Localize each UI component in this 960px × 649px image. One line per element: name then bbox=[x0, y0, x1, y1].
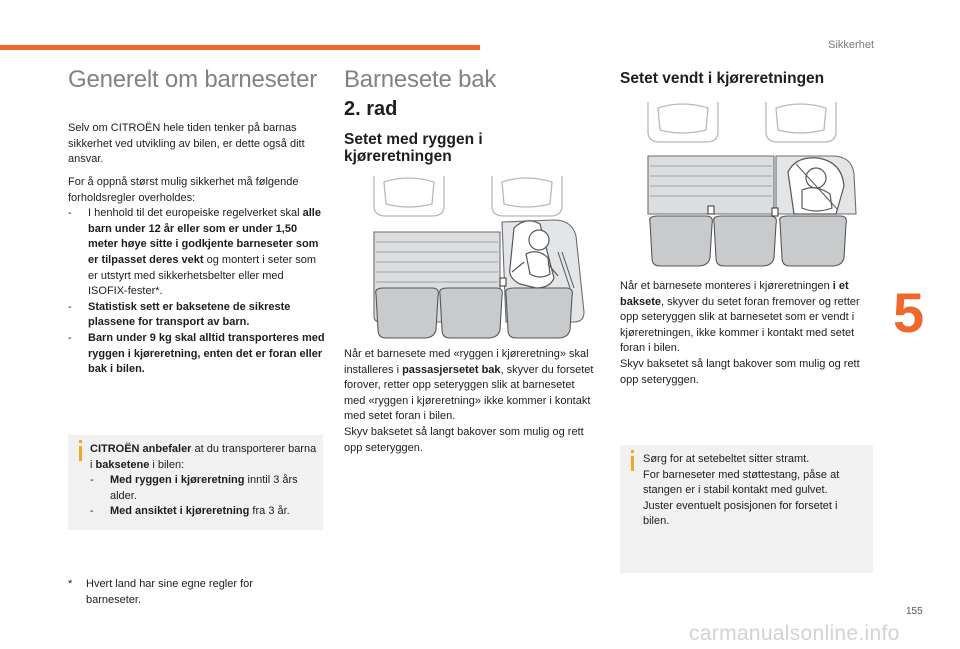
rule-text-post: og montert i seter som er utstyrt med sikkerhetsbelter eller med ISOFIX-fester*. bbox=[88, 253, 317, 298]
info-brand: CITROËN anbefaler bbox=[90, 443, 192, 455]
forward-facing-text: Når et barnesete monteres i kjøreretningen bbox=[620, 280, 833, 292]
left-conditions bbox=[68, 175, 326, 378]
page-number: 155 bbox=[906, 606, 923, 617]
rule-bold: Statistisk sett er baksetene de sikreste plassene for transport av barn. bbox=[88, 300, 291, 329]
rear-facing-text: Når et barnesete med «ryggen i kjøreretning» skal installeres i bbox=[344, 348, 589, 376]
info-text-2: i bilen: bbox=[149, 458, 185, 471]
info-dash: - bbox=[90, 505, 94, 518]
footnote-text: Hvert land har sine egne regler for barneseter. bbox=[86, 578, 253, 606]
section-label: Sikkerhet bbox=[828, 39, 874, 51]
left-intro: Selv om CITROËN hele tiden tenker på barnas sikkerhet ved utvikling av bilen, er dette også ditt ansvar. bbox=[68, 122, 305, 166]
row-heading: 2. rad bbox=[344, 98, 398, 120]
tip-line: Juster eventuelt posisjonen for forsetet i bilen. bbox=[643, 499, 838, 528]
footnote-item bbox=[68, 577, 298, 608]
info-box-tips bbox=[620, 445, 873, 573]
rear-facing-seat-illustration bbox=[344, 172, 594, 344]
chapter-number: 5 bbox=[893, 281, 925, 344]
rear-facing-heading: Setet med ryggen i kjøreretningen bbox=[344, 131, 483, 165]
forward-facing-bold: i et baksete bbox=[620, 280, 849, 308]
header-accent-bar bbox=[0, 45, 480, 50]
tip-line: For barneseter med støttestang, påse at stangen er i stabil kontakt med gulvet. bbox=[643, 468, 840, 497]
left-title: Generelt om barneseter bbox=[68, 66, 318, 93]
info-icon bbox=[79, 446, 82, 461]
info-item-bold: Med ryggen i kjøreretning bbox=[110, 474, 245, 487]
rule-bold: Barn under 9 kg skal alltid transporteres med ryggen i kjøreretning, enten det er foran eller bak i bilen. bbox=[88, 331, 325, 376]
middle-title: Barnesete bak bbox=[344, 66, 497, 93]
rule-item bbox=[68, 331, 326, 378]
info-item bbox=[90, 504, 318, 520]
info-text-1: at du transporterer barna i bbox=[90, 443, 317, 471]
rule-dash: - bbox=[68, 207, 72, 220]
rear-facing-bold: passasjersetet bak bbox=[402, 363, 501, 376]
rule-bold: alle barn under 12 år eller som er under 1,50 meter høye sitte i godkjente barneseter som er tilpasset deres vekt bbox=[88, 207, 321, 266]
footnote-mark: * bbox=[68, 578, 73, 590]
rule-dash: - bbox=[68, 331, 72, 344]
info-item-bold: Med ansiktet i kjøreretning bbox=[110, 505, 250, 518]
forward-facing-paragraph-2: Skyv baksetet så langt bakover som mulig og rett opp seteryggen. bbox=[620, 357, 860, 386]
rule-item bbox=[68, 206, 326, 300]
conditions-intro: For å oppnå størst mulig sikkerhet må følgende forholdsregler overholdes: bbox=[68, 176, 299, 204]
tip-line: Sørg for at setebeltet sitter stramt. bbox=[643, 453, 810, 465]
forward-facing-seat-illustration bbox=[620, 98, 870, 270]
info-icon bbox=[631, 456, 634, 471]
forward-facing-heading: Setet vendt i kjøreretningen bbox=[620, 70, 825, 87]
forward-facing-paragraph bbox=[620, 279, 872, 388]
left-column bbox=[68, 66, 328, 94]
info-dash: - bbox=[90, 474, 94, 487]
info-item bbox=[90, 473, 318, 504]
forward-facing-text-post: , skyver du setet foran fremover og retter opp seteryggen slik at barnesetet som er vendt i kjøreretningen, ikke kommer i kontakt med setet foran i bilen. bbox=[620, 295, 860, 355]
rule-dash: - bbox=[68, 300, 72, 313]
info-bold-1: baksetene bbox=[95, 458, 150, 471]
rule-item bbox=[68, 300, 326, 331]
rear-facing-text-post: , skyver du forsetet forover, retter opp seteryggen slik at barnesetet med «ryggen i kjøreretning» ikke kommer i kontakt med setet foran i bilen. bbox=[344, 363, 594, 423]
info-item-text: inntil 3 års alder. bbox=[110, 474, 298, 502]
tips-text bbox=[643, 452, 865, 530]
footnote bbox=[68, 577, 298, 608]
rear-facing-paragraph-2: Skyv baksetet så langt bakover som mulig og rett opp seteryggen. bbox=[344, 425, 584, 454]
info-box-recommendation bbox=[68, 435, 323, 530]
watermark: carmanualsonline.info bbox=[689, 622, 900, 645]
rule-text: I henhold til det europeiske regelverket skal bbox=[88, 207, 303, 220]
info-item-text: fra 3 år. bbox=[249, 505, 290, 518]
rear-facing-paragraph bbox=[344, 347, 594, 456]
info-text bbox=[90, 442, 318, 520]
